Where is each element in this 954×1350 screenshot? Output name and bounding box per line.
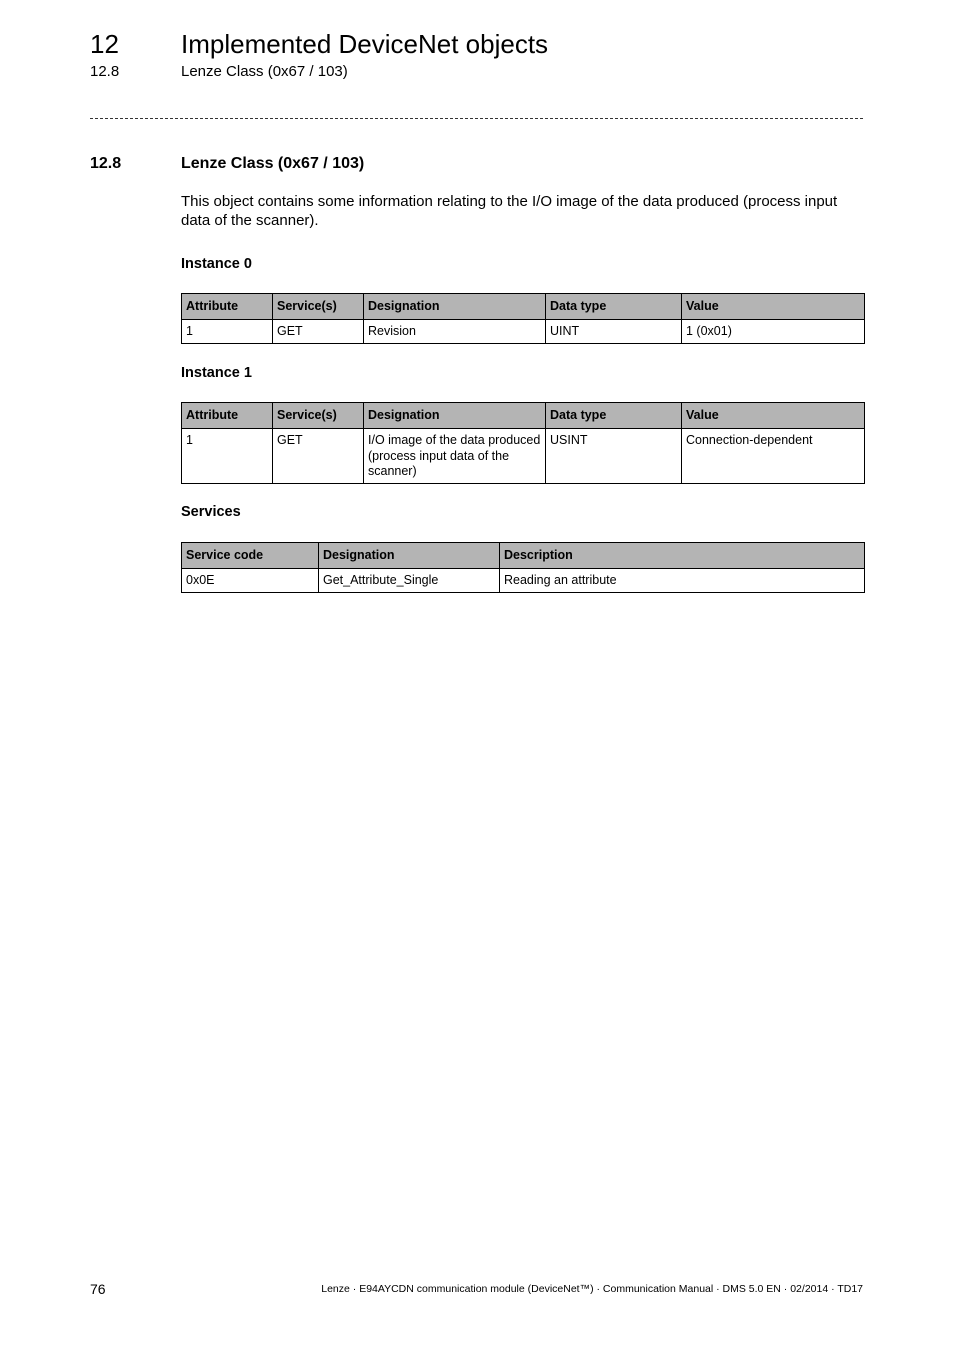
table-cell: Connection-dependent bbox=[682, 429, 865, 484]
column-header: Service code bbox=[182, 543, 319, 569]
header-divider bbox=[90, 118, 863, 119]
table-row bbox=[182, 320, 865, 344]
section-intro: This object contains some information relating to the I/O image of the data produced (process input data of the scanner). bbox=[181, 193, 838, 229]
services-table bbox=[181, 542, 865, 593]
instance-0-label: Instance 0 bbox=[181, 256, 252, 272]
instance-1-label: Instance 1 bbox=[181, 365, 252, 381]
table-cell: GET bbox=[273, 429, 364, 484]
table-cell: USINT bbox=[546, 429, 682, 484]
column-header: Description bbox=[500, 543, 865, 569]
services-label: Services bbox=[181, 504, 241, 520]
footer-text: Lenze · E94AYCDN communication module (DeviceNet™) · Communication Manual · DMS 5.0 EN · 02/2014 · TD17 bbox=[321, 1283, 863, 1295]
column-header: Designation bbox=[364, 294, 546, 320]
table-cell: 1 bbox=[182, 429, 273, 484]
section-number: 12.8 bbox=[90, 155, 122, 172]
column-header: Designation bbox=[319, 543, 500, 569]
chapter-title: Implemented DeviceNet objects bbox=[181, 29, 549, 59]
table-header-row bbox=[182, 543, 865, 569]
chapter-number: 12 bbox=[90, 29, 119, 59]
page-number: 76 bbox=[90, 1281, 106, 1297]
table-cell: Reading an attribute bbox=[500, 569, 865, 593]
table-cell: 1 (0x01) bbox=[682, 320, 865, 344]
table-cell: 0x0E bbox=[182, 569, 319, 593]
column-header: Attribute bbox=[182, 294, 273, 320]
table-row bbox=[182, 429, 865, 484]
column-header: Attribute bbox=[182, 403, 273, 429]
column-header: Data type bbox=[546, 403, 682, 429]
table-cell: Revision bbox=[364, 320, 546, 344]
column-header: Designation bbox=[364, 403, 546, 429]
column-header: Data type bbox=[546, 294, 682, 320]
table-cell: I/O image of the data produced (process input data of the scanner) bbox=[364, 429, 546, 484]
header-section-title: Lenze Class (0x67 / 103) bbox=[181, 63, 348, 80]
section-title: Lenze Class (0x67 / 103) bbox=[181, 155, 365, 172]
instance-0-table bbox=[181, 293, 865, 344]
table-header-row bbox=[182, 294, 865, 320]
column-header: Value bbox=[682, 403, 865, 429]
table-cell: GET bbox=[273, 320, 364, 344]
table-cell: 1 bbox=[182, 320, 273, 344]
instance-1-table bbox=[181, 402, 865, 484]
column-header: Service(s) bbox=[273, 403, 364, 429]
header-section-number: 12.8 bbox=[90, 63, 120, 80]
column-header: Service(s) bbox=[273, 294, 364, 320]
column-header: Value bbox=[682, 294, 865, 320]
table-cell: UINT bbox=[546, 320, 682, 344]
table-header-row bbox=[182, 403, 865, 429]
table-cell: Get_Attribute_Single bbox=[319, 569, 500, 593]
table-row bbox=[182, 569, 865, 593]
